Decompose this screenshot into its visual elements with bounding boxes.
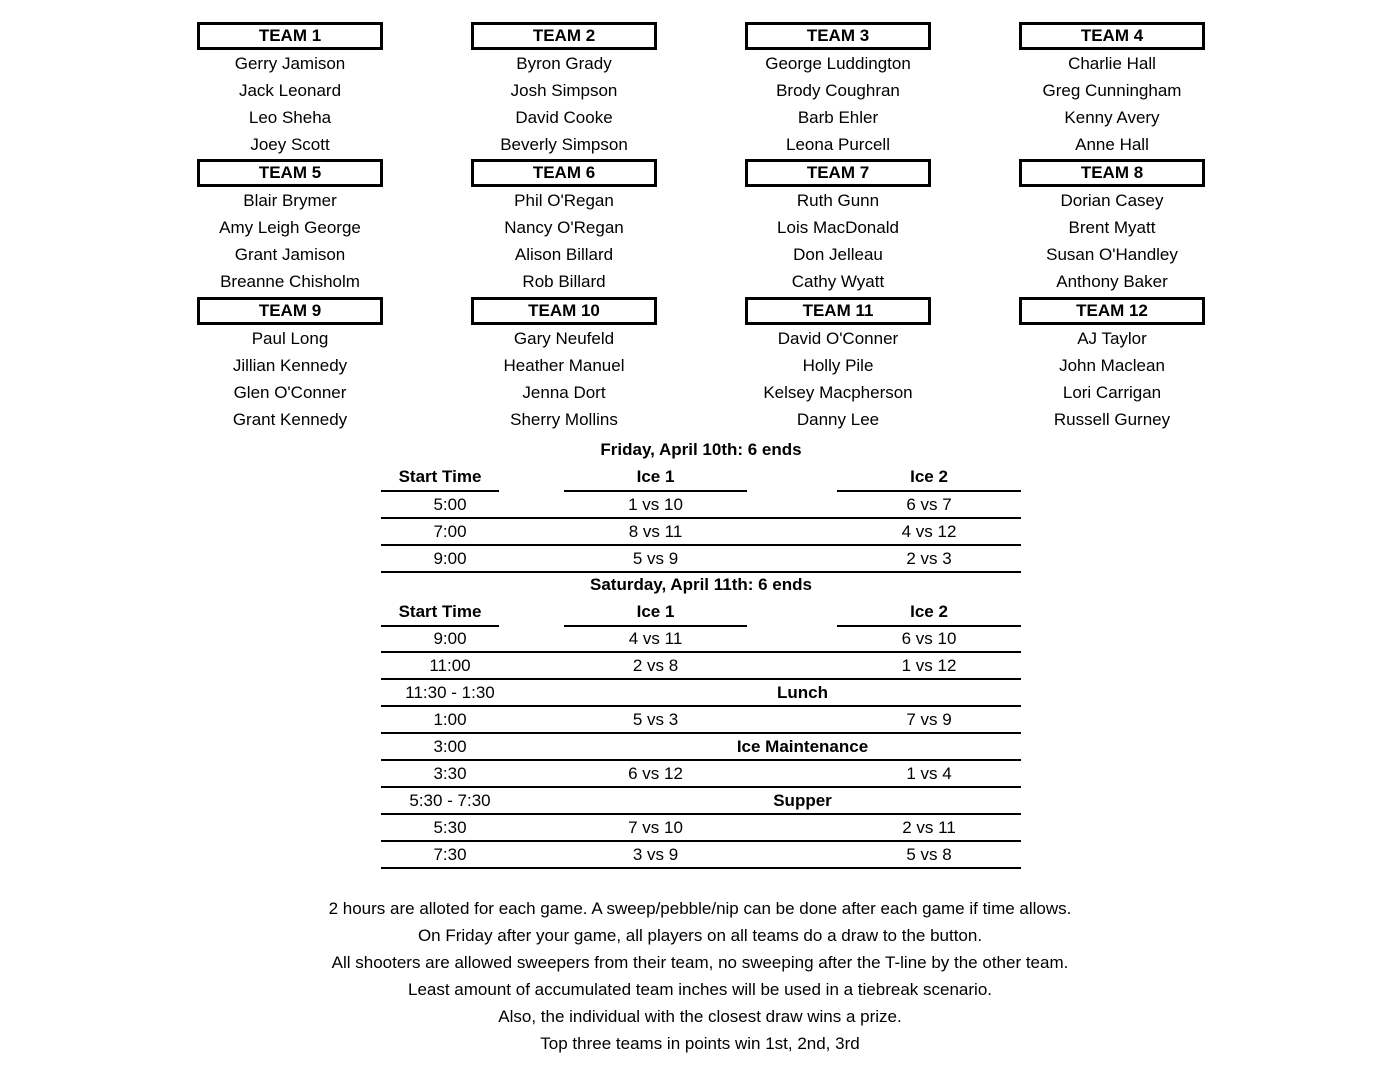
- team-player: Ruth Gunn: [796, 191, 880, 210]
- team-player: Grant Jamison: [234, 245, 346, 264]
- team-player: Charlie Hall: [1068, 54, 1156, 73]
- team-header: TEAM 2: [471, 22, 657, 50]
- team-card-3: [745, 22, 931, 158]
- team-player: Amy Leigh George: [219, 218, 361, 237]
- team-header: TEAM 7: [745, 159, 931, 187]
- row-ice2-game: 6 vs 10: [901, 629, 957, 648]
- friday-title: Friday, April 10th: 6 ends: [600, 440, 802, 459]
- note-line: 2 hours are alloted for each game. A sweep/pebble/nip can be done after each game if time allows.: [328, 899, 1072, 918]
- team-player: Joey Scott: [250, 135, 330, 154]
- team-player: Alison Billard: [514, 245, 614, 264]
- schedule-row: [381, 653, 1021, 680]
- row-ice1-game: 7 vs 10: [628, 818, 683, 837]
- team-player: Brody Coughran: [776, 81, 900, 100]
- team-player: Jack Leonard: [238, 81, 342, 100]
- team-player: Breanne Chisholm: [220, 272, 360, 291]
- team-player: John Maclean: [1059, 356, 1165, 375]
- team-player: Gary Neufeld: [513, 329, 615, 348]
- team-player: Jillian Kennedy: [232, 356, 348, 375]
- team-card-2: [471, 22, 657, 158]
- team-player: Greg Cunningham: [1042, 81, 1182, 100]
- team-player: Brent Myatt: [1068, 218, 1156, 237]
- ice2-header: Ice 2: [837, 599, 1021, 627]
- row-ice1-game: 1 vs 10: [628, 495, 683, 514]
- team-header: TEAM 6: [471, 159, 657, 187]
- team-player: George Luddington: [765, 54, 911, 73]
- start-time-header: Start Time: [381, 599, 499, 627]
- schedule-row: [381, 519, 1021, 546]
- team-player: Sherry Mollins: [510, 410, 618, 429]
- team-player: Holly Pile: [802, 356, 874, 375]
- note-line: Least amount of accumulated team inches will be used in a tiebreak scenario.: [408, 980, 992, 999]
- row-ice2-game: 1 vs 12: [901, 656, 957, 675]
- team-player: Don Jelleau: [793, 245, 883, 264]
- team-player: Russell Gurney: [1053, 410, 1171, 429]
- schedule-row: [381, 707, 1021, 734]
- row-time: 11:00: [429, 656, 471, 675]
- schedule-row: [381, 815, 1021, 842]
- team-card-1: [197, 22, 383, 158]
- schedule-row: [381, 626, 1021, 653]
- team-header: TEAM 3: [745, 22, 931, 50]
- team-card-10: [471, 297, 657, 433]
- team-player: Beverly Simpson: [500, 135, 628, 154]
- team-header: TEAM 10: [471, 297, 657, 325]
- team-player: Leo Sheha: [248, 108, 332, 127]
- team-player: Phil O'Regan: [514, 191, 614, 210]
- team-player: Blair Brymer: [243, 191, 337, 210]
- team-player: Leona Purcell: [786, 135, 890, 154]
- team-player: Susan O'Handley: [1046, 245, 1178, 264]
- row-time: 1:00: [433, 710, 467, 729]
- row-ice2-game: 2 vs 3: [906, 549, 952, 568]
- row-time: 11:30 - 1:30: [405, 683, 495, 702]
- team-player: Kelsey Macpherson: [763, 383, 913, 402]
- team-player: Anne Hall: [1075, 135, 1149, 154]
- team-card-8: [1019, 159, 1205, 295]
- team-header: TEAM 4: [1019, 22, 1205, 50]
- team-header: TEAM 5: [197, 159, 383, 187]
- team-player: David Cooke: [515, 108, 613, 127]
- row-ice2-game: 7 vs 9: [906, 710, 952, 729]
- row-time: 7:30: [433, 845, 467, 864]
- row-ice1-game: 5 vs 9: [632, 549, 679, 568]
- schedule-row: [381, 492, 1021, 519]
- rules-notes: [0, 895, 1400, 1057]
- note-line: On Friday after your game, all players on all teams do a draw to the button.: [417, 926, 983, 945]
- schedule-row: [381, 546, 1021, 573]
- team-card-6: [471, 159, 657, 295]
- schedule-row: [381, 761, 1021, 788]
- team-player: Gerry Jamison: [234, 54, 346, 73]
- team-header: TEAM 12: [1019, 297, 1205, 325]
- team-player: Dorian Casey: [1060, 191, 1164, 210]
- team-player: Josh Simpson: [510, 81, 618, 100]
- row-event: Supper: [773, 791, 832, 810]
- schedule-row-break: [381, 680, 1021, 707]
- team-card-7: [745, 159, 931, 295]
- row-time: 9:00: [433, 549, 467, 568]
- start-time-header: Start Time: [381, 464, 499, 492]
- team-player: Heather Manuel: [503, 356, 625, 375]
- team-player: Glen O'Conner: [233, 383, 347, 402]
- row-ice1-game: 2 vs 8: [632, 656, 679, 675]
- row-ice1-game: 5 vs 3: [632, 710, 679, 729]
- team-player: Rob Billard: [522, 272, 606, 291]
- row-ice2-game: 5 vs 8: [906, 845, 952, 864]
- team-player: AJ Taylor: [1077, 329, 1147, 348]
- row-ice2-game: 1 vs 4: [906, 764, 952, 783]
- team-player: David O'Conner: [777, 329, 899, 348]
- row-ice1-game: 8 vs 11: [628, 522, 683, 541]
- row-ice2-game: 6 vs 7: [906, 495, 952, 514]
- team-player: Nancy O'Regan: [504, 218, 624, 237]
- row-ice1-game: 6 vs 12: [628, 764, 683, 783]
- ice1-header: Ice 1: [564, 464, 747, 492]
- team-player: Barb Ehler: [797, 108, 879, 127]
- row-time: 5:00: [433, 495, 467, 514]
- row-ice1-game: 3 vs 9: [632, 845, 679, 864]
- row-time: 3:30: [433, 764, 467, 783]
- row-time: 9:00: [433, 629, 467, 648]
- ice2-header: Ice 2: [837, 464, 1021, 492]
- note-line: Top three teams in points win 1st, 2nd, 3rd: [540, 1034, 860, 1053]
- row-time: 5:30 - 7:30: [409, 791, 491, 810]
- team-card-12: [1019, 297, 1205, 433]
- team-player: Grant Kennedy: [232, 410, 348, 429]
- team-card-4: [1019, 22, 1205, 158]
- saturday-title: Saturday, April 11th: 6 ends: [589, 575, 812, 594]
- team-header: TEAM 8: [1019, 159, 1205, 187]
- ice1-header: Ice 1: [564, 599, 747, 627]
- row-time: 3:00: [433, 737, 467, 756]
- team-player: Anthony Baker: [1056, 272, 1168, 291]
- team-header: TEAM 11: [745, 297, 931, 325]
- team-header: TEAM 1: [197, 22, 383, 50]
- team-player: Byron Grady: [516, 54, 612, 73]
- row-time: 7:00: [433, 522, 467, 541]
- team-player: Lori Carrigan: [1062, 383, 1162, 402]
- team-header: TEAM 9: [197, 297, 383, 325]
- team-player: Jenna Dort: [522, 383, 606, 402]
- team-card-9: [197, 297, 383, 433]
- team-player: Danny Lee: [796, 410, 880, 429]
- team-card-11: [745, 297, 931, 433]
- team-player: Paul Long: [251, 329, 329, 348]
- row-ice2-game: 2 vs 11: [902, 818, 956, 837]
- note-line: All shooters are allowed sweepers from their team, no sweeping after the T-line by the other team.: [331, 953, 1069, 972]
- row-time: 5:30: [433, 818, 467, 837]
- team-card-5: [197, 159, 383, 295]
- schedule-row-break: [381, 788, 1021, 815]
- team-player: Kenny Avery: [1064, 108, 1160, 127]
- row-ice1-game: 4 vs 11: [628, 629, 683, 648]
- note-line: Also, the individual with the closest draw wins a prize.: [498, 1007, 902, 1026]
- row-ice2-game: 4 vs 12: [901, 522, 957, 541]
- schedule-row: [381, 842, 1021, 869]
- schedule-row-break: [381, 734, 1021, 761]
- team-player: Cathy Wyatt: [791, 272, 885, 291]
- row-event: Lunch: [777, 683, 828, 702]
- team-player: Lois MacDonald: [777, 218, 899, 237]
- row-event: Ice Maintenance: [736, 737, 869, 756]
